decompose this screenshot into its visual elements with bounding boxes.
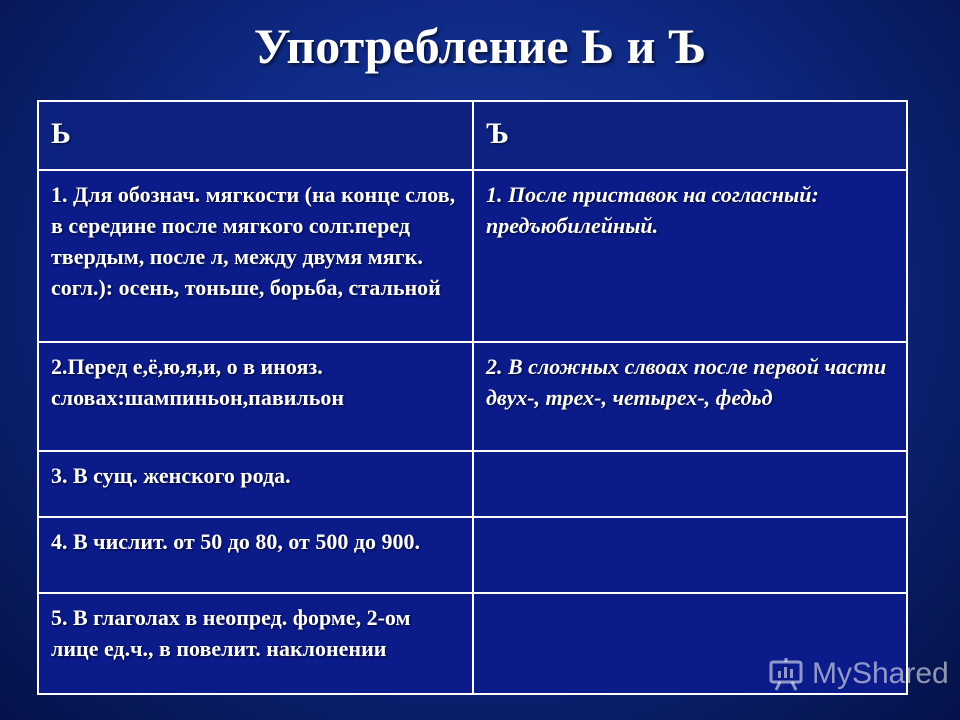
table-row	[38, 342, 907, 451]
watermark-text: MyShared	[812, 657, 949, 690]
slide-title: Употребление Ь и Ъ	[253, 18, 707, 74]
table-row	[38, 517, 907, 593]
soft-sign-rule-2: 2.Перед е,ё,ю,я,и, о в инояз. словах:шампиньон,павильон	[38, 342, 473, 451]
header-soft-sign: Ь	[38, 101, 473, 170]
presentation-board-icon	[768, 656, 804, 692]
table-row	[38, 170, 907, 342]
soft-sign-rule-3: 3. В сущ. женского рода.	[38, 451, 473, 517]
hard-sign-rule-1: 1. После приставок на согласный: предъюбилейный.	[473, 170, 907, 342]
hard-sign-rule-3-empty	[473, 451, 907, 517]
soft-sign-rule-4: 4. В числит. от 50 до 80, от 500 до 900.	[38, 517, 473, 593]
hard-sign-rule-2: 2. В сложных слвоах после первой части двух-, трех-, четырех-, федьд	[473, 342, 907, 451]
hard-sign-rule-4-empty	[473, 517, 907, 593]
soft-sign-rule-5: 5. В глаголах в неопред. форме, 2-ом лице ед.ч., в повелит. наклонении	[38, 593, 473, 694]
rules-table	[37, 100, 908, 695]
watermark	[768, 654, 949, 694]
soft-sign-rule-1: 1. Для обознач. мягкости (на конце слов, в середине после мягкого солг.перед твердым, после л, между двумя мягк. согл.): осень, тоньше, борьба, стальной	[38, 170, 473, 342]
table-row	[38, 451, 907, 517]
table-header-row	[38, 101, 907, 170]
header-hard-sign: Ъ	[473, 101, 907, 170]
